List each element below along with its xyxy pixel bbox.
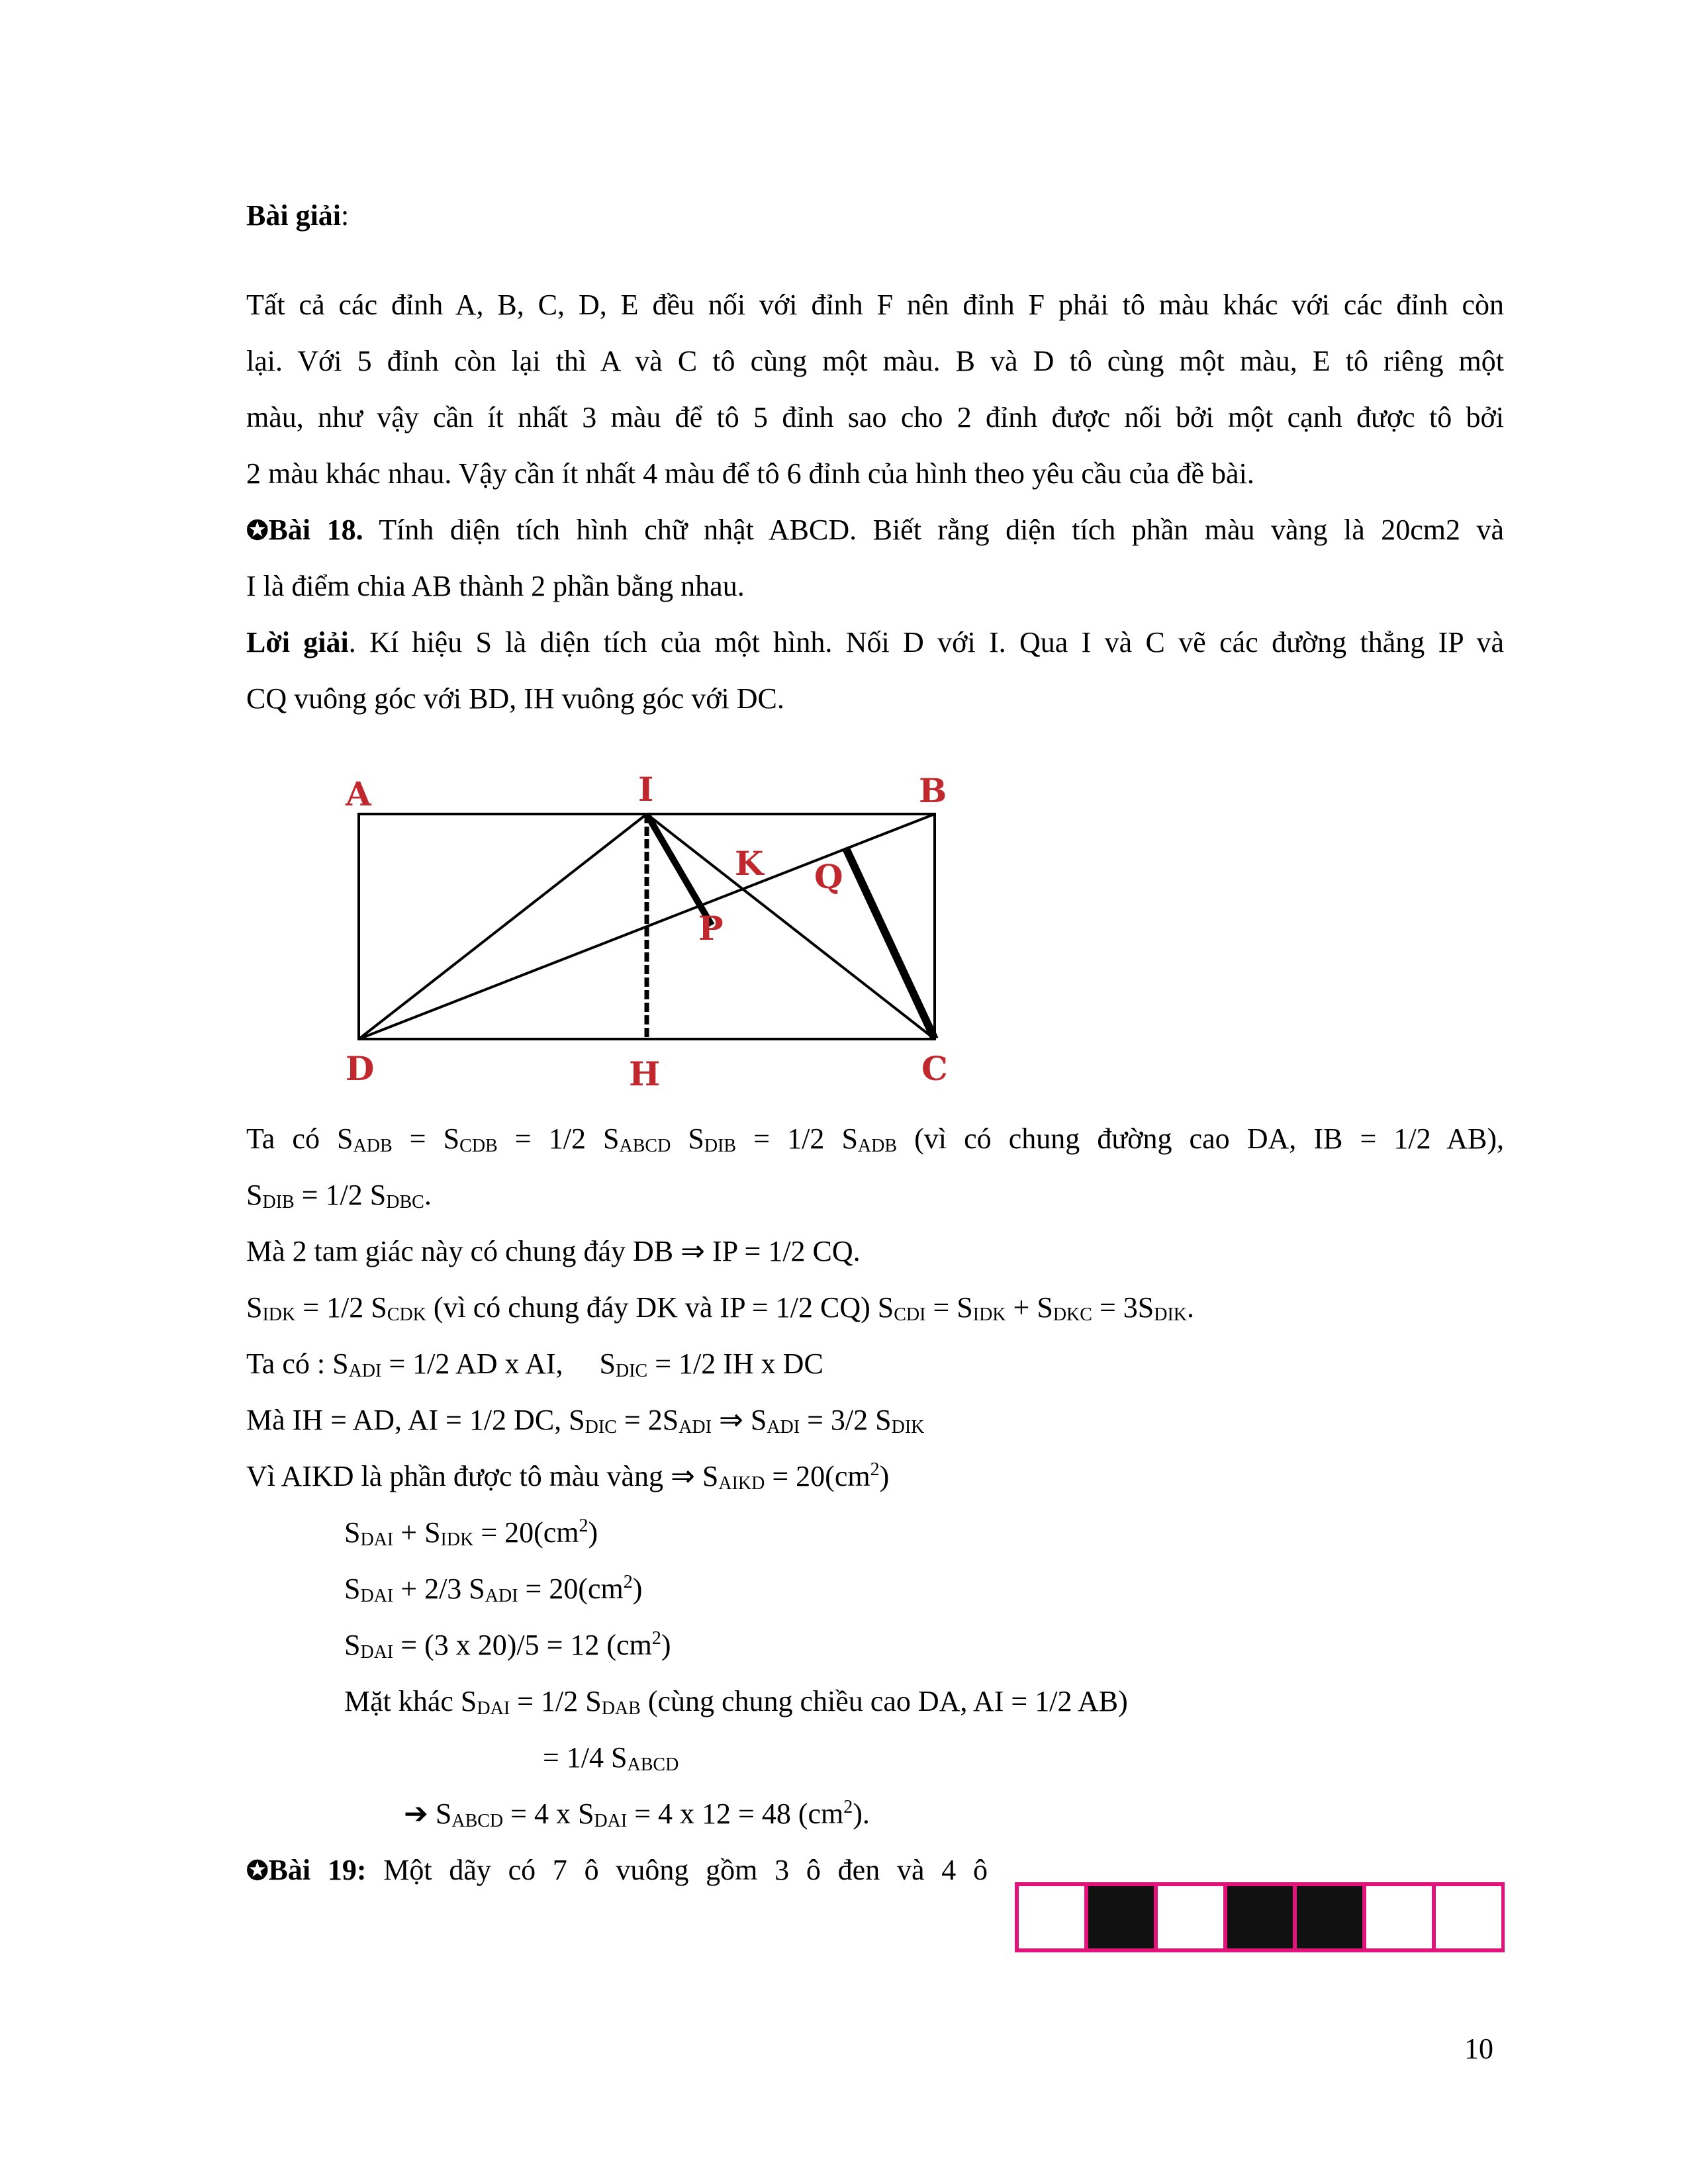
label-h: H	[629, 1054, 661, 1093]
implies-arrow: ⇒	[711, 1404, 751, 1436]
label-p: P	[698, 909, 724, 948]
square-cell-4	[1225, 1884, 1295, 1950]
math-line-7: Vì AIKD là phần được tô màu vàng ⇒ $S_{AIKD} = 20(cm^2)$	[246, 1459, 890, 1494]
label-c: C	[921, 1049, 948, 1088]
exercise-18-text: Tính diện tích hình chữ nhật ABCD. Biết rằng diện tích phần màu vàng là 20cm2 và	[363, 514, 1504, 546]
star-icon: ✪	[246, 516, 269, 545]
para1-line-4: 2 màu khác nhau. Vậy cần ít nhất 4 màu để tô 6 đỉnh của hình theo yêu cầu của đề bài.	[246, 457, 1254, 490]
math-line-4: $S_{IDK} = 1/2$ $S_{CDK}$ (vì có chung đáy DK và IP = 1/2 CQ) $S_{CDI} = S_{IDK} + S_{DKC} = 3S_{DIK}$.	[246, 1291, 1194, 1325]
exercise-19-label: Bài 19:	[268, 1854, 367, 1886]
segment-ic	[647, 814, 935, 1039]
math-line-9: $S_{DAI} + 2/3$ $S_{ADI} = 20(cm^2)$	[344, 1572, 643, 1606]
exercise-18-line-1	[246, 512, 1504, 549]
para1-line-3: màu, như vậy cần ít nhất 3 màu để tô 5 đỉnh sao cho 2 đỉnh được nối bởi một cạnh được tô bởi	[246, 401, 1504, 433]
solution-18-line-2: CQ vuông góc với BD, IH vuông góc với DC.	[246, 682, 784, 715]
heading-label: Bài giải	[246, 199, 342, 232]
math-line-10: $S_{DAI} = (3$ x 20)/5 = 12 $(cm^2)$	[344, 1628, 671, 1662]
square-cell-7	[1434, 1884, 1503, 1950]
exercise-18-line-2: I là điểm chia AB thành 2 phần bằng nhau.	[246, 570, 745, 602]
exercise-19-line	[246, 1852, 988, 1889]
label-k: K	[735, 844, 764, 883]
solution-18-line-1	[246, 624, 1504, 661]
math-line-12: = 1/4 $S_{ABCD}$	[543, 1741, 679, 1775]
label-d: D	[346, 1049, 375, 1088]
arrow-right-icon: ➔	[404, 1797, 428, 1830]
segment-cq	[846, 848, 935, 1039]
math-line-1: Ta có $S_{ADB} = S_{CDB} = 1/2$ $S_{ABCD}$ $S_{DIB} = 1/2$ $S_{ADB}$ (vì có chung đường cao DA, IB = 1/2 AB),	[246, 1122, 1505, 1156]
page-number: 10	[1464, 2032, 1493, 2065]
para1-line-2: lại. Với 5 đỉnh còn lại thì A và C tô cùng một màu. B và D tô cùng một màu, E tô riêng một	[246, 345, 1504, 377]
solution-label: Lời giải	[246, 626, 349, 659]
rectangle-abcd-figure	[331, 761, 993, 1105]
solution-heading	[246, 197, 349, 234]
exercise-19-text: Một dãy có 7 ô vuông gồm 3 ô đen và 4 ô	[366, 1854, 988, 1886]
label-b: B	[919, 771, 947, 810]
math-line-6: Mà IH = AD, AI = 1/2 DC, $S_{DIC} = 2S_{ADI}$ ⇒ $S_{ADI} = 3/2$ $S_{DIK}$	[246, 1404, 925, 1437]
heading-colon: :	[341, 199, 350, 232]
math-line-3: Mà 2 tam giác này có chung đáy DB ⇒ IP = 1/2 CQ.	[246, 1235, 861, 1267]
math-line-5: Ta có : $S_{ADI} = 1/2$ AD x AI, $S_{DIC} = 1/2$ IH x DC	[246, 1347, 823, 1381]
squares-row	[1015, 1882, 1505, 1955]
segment-di	[359, 814, 647, 1039]
square-cell-6	[1364, 1884, 1434, 1950]
label-a: A	[346, 774, 371, 813]
math-line-8: $S_{DAI} + S_{IDK} = 20(cm^2)$	[344, 1516, 598, 1550]
label-q: Q	[814, 857, 843, 896]
math-line-2: $S_{DIB} = 1/2$ $S_{DBC}$.	[246, 1179, 432, 1212]
para1-line-1: Tất cả các đỉnh A, B, C, D, E đều nối với đỉnh F nên đỉnh F phải tô màu khác với các đỉnh còn	[246, 289, 1504, 321]
label-i: I	[638, 770, 654, 809]
square-cell-1	[1017, 1884, 1086, 1950]
exercise-18-label: Bài 18.	[268, 514, 363, 546]
implies-arrow: ⇒	[671, 1460, 695, 1492]
square-cell-2	[1086, 1884, 1156, 1950]
implies-arrow: ⇒	[680, 1235, 706, 1267]
square-cell-5	[1295, 1884, 1364, 1950]
math-line-11: Mặt khác $S_{DAI} = 1/2$ $S_{DAB}$ (cùng chung chiều cao DA, AI = 1/2 AB)	[344, 1685, 1128, 1719]
math-line-13: ➔ $S_{ABCD} = 4$ x $S_{DAI} = 4$ x 12 = 48 $(cm^2)$.	[404, 1797, 870, 1831]
solution-18-text: . Kí hiệu S là diện tích của một hình. Nối D với I. Qua I và C vẽ các đường thẳng IP và	[348, 626, 1505, 659]
star-icon: ✪	[246, 1856, 269, 1886]
square-cell-3	[1156, 1884, 1225, 1950]
